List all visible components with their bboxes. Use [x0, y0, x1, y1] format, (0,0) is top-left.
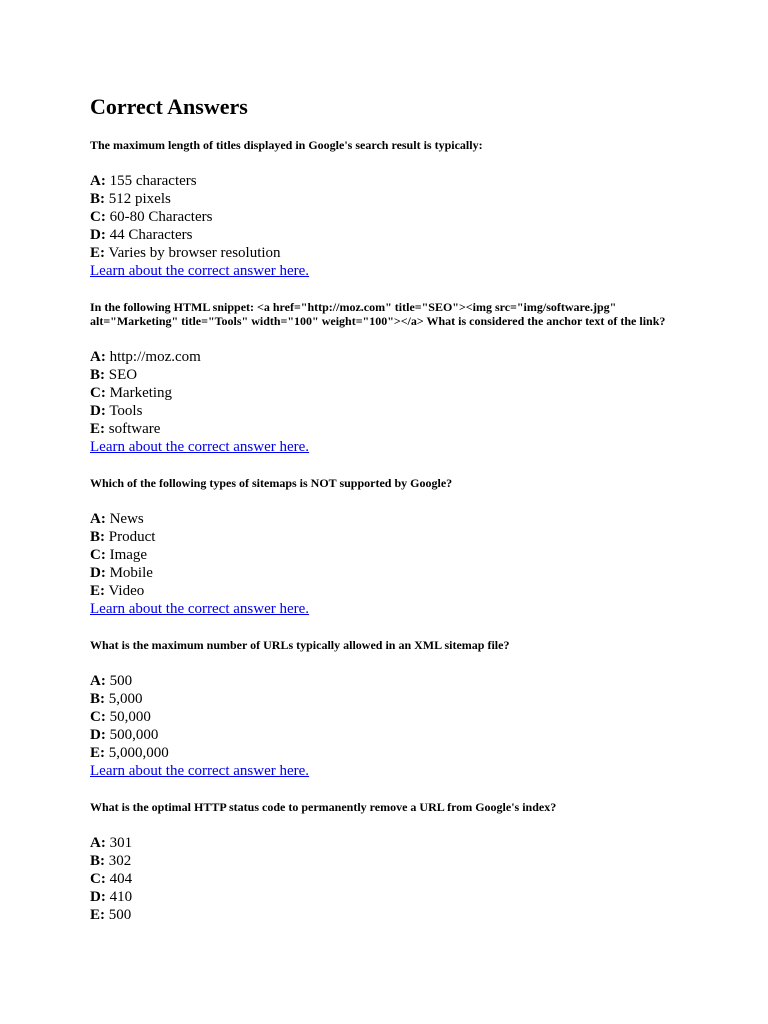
answer-option: [90, 366, 690, 384]
answer-options: [90, 834, 690, 924]
answer-option: [90, 870, 690, 888]
option-text: 404: [109, 871, 133, 887]
document-page: [90, 92, 690, 924]
option-letter: A:: [90, 673, 106, 689]
option-letter: B:: [90, 367, 105, 383]
option-letter: B:: [90, 191, 105, 207]
option-letter: C:: [90, 209, 106, 225]
answer-option: [90, 510, 690, 528]
option-text: 301: [109, 835, 133, 851]
answer-options: [90, 672, 690, 762]
option-letter: A:: [90, 835, 106, 851]
option-text: 500: [109, 673, 133, 689]
option-letter: E:: [90, 583, 105, 599]
option-text: 155 characters: [109, 173, 197, 189]
learn-answer-link[interactable]: Learn about the correct answer here.: [90, 263, 310, 279]
option-text: http://moz.com: [109, 349, 201, 365]
option-letter: A:: [90, 349, 106, 365]
option-letter: C:: [90, 871, 106, 887]
option-text: Varies by browser resolution: [108, 245, 281, 261]
option-letter: C:: [90, 709, 106, 725]
option-letter: D:: [90, 727, 106, 743]
question-text: What is the maximum number of URLs typically allowed in an XML sitemap file?: [90, 638, 510, 652]
learn-answer-link[interactable]: Learn about the correct answer here.: [90, 601, 310, 617]
answer-option: [90, 244, 690, 262]
answer-option: [90, 582, 690, 600]
answer-option: [90, 672, 690, 690]
answer-option: [90, 420, 690, 438]
answer-option: [90, 384, 690, 402]
question-text: In the following HTML snippet: <a href="http://moz.com" title="SEO"><img src="img/software.jpg" alt="Marketing" title="Tools" width="100" weight="100"></a> What is considered the anchor text of the link?: [90, 300, 666, 328]
answer-option: [90, 402, 690, 420]
option-letter: D:: [90, 403, 106, 419]
answer-option: [90, 834, 690, 852]
option-text: Video: [108, 583, 145, 599]
option-letter: B:: [90, 853, 105, 869]
answer-options: [90, 348, 690, 438]
option-text: software: [108, 421, 161, 437]
answer-options: [90, 172, 690, 262]
answer-option: [90, 888, 690, 906]
option-letter: A:: [90, 173, 106, 189]
answer-option: [90, 726, 690, 744]
question-text: The maximum length of titles displayed in Google's search result is typically:: [90, 138, 483, 152]
option-text: 410: [109, 889, 133, 905]
option-letter: C:: [90, 385, 106, 401]
learn-answer-link[interactable]: Learn about the correct answer here.: [90, 763, 310, 779]
question-block: [90, 800, 690, 924]
option-text: 44 Characters: [109, 227, 193, 243]
answer-option: [90, 708, 690, 726]
answer-option: [90, 852, 690, 870]
option-letter: B:: [90, 691, 105, 707]
page-title: Correct Answers: [90, 94, 248, 119]
option-text: Tools: [109, 403, 143, 419]
option-text: News: [109, 511, 144, 527]
option-text: Product: [108, 529, 156, 545]
question-text: Which of the following types of sitemaps is NOT supported by Google?: [90, 476, 453, 490]
learn-answer-link[interactable]: Learn about the correct answer here.: [90, 439, 310, 455]
question-block: [90, 300, 690, 456]
answer-option: [90, 744, 690, 762]
answer-option: [90, 528, 690, 546]
option-text: 5,000,000: [108, 745, 169, 761]
question-block: [90, 138, 690, 280]
option-text: 302: [108, 853, 132, 869]
option-text: 5,000: [108, 691, 143, 707]
question-block: [90, 476, 690, 618]
option-letter: E:: [90, 745, 105, 761]
option-text: Marketing: [109, 385, 173, 401]
option-letter: A:: [90, 511, 106, 527]
answer-option: [90, 546, 690, 564]
option-letter: E:: [90, 245, 105, 261]
option-letter: B:: [90, 529, 105, 545]
answer-option: [90, 208, 690, 226]
answer-option: [90, 906, 690, 924]
option-text: Mobile: [109, 565, 153, 581]
option-text: 500,000: [109, 727, 159, 743]
option-letter: E:: [90, 907, 105, 923]
answer-option: [90, 172, 690, 190]
answer-option: [90, 226, 690, 244]
question-block: [90, 638, 690, 780]
option-letter: D:: [90, 889, 106, 905]
option-letter: E:: [90, 421, 105, 437]
answer-options: [90, 510, 690, 600]
answer-option: [90, 564, 690, 582]
option-text: 50,000: [109, 709, 151, 725]
answer-option: [90, 190, 690, 208]
option-text: SEO: [108, 367, 138, 383]
option-letter: D:: [90, 565, 106, 581]
answer-option: [90, 690, 690, 708]
option-text: Image: [109, 547, 148, 563]
option-text: 500: [108, 907, 132, 923]
option-letter: D:: [90, 227, 106, 243]
answer-option: [90, 348, 690, 366]
option-text: 60-80 Characters: [109, 209, 213, 225]
question-text: What is the optimal HTTP status code to permanently remove a URL from Google's index?: [90, 800, 557, 814]
option-letter: C:: [90, 547, 106, 563]
option-text: 512 pixels: [108, 191, 171, 207]
